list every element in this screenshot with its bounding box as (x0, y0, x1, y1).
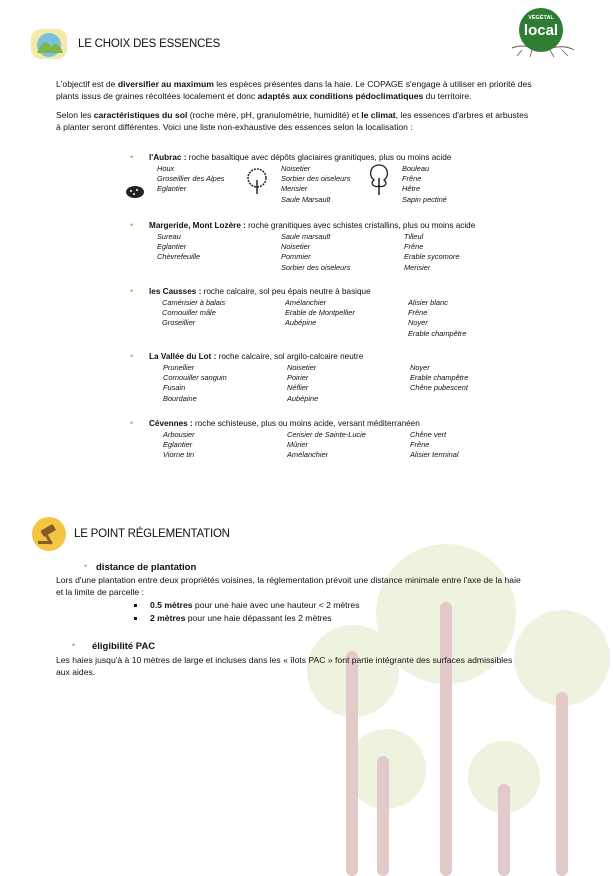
species-name: Groseillier (162, 318, 196, 328)
region-description: roche granitiques avec schistes cristallins, plus ou moins acide (245, 221, 476, 230)
square-bullet (134, 604, 137, 607)
distance-item-2: 2 mètres pour une haie dépassant les 2 mètres (150, 613, 332, 623)
species-name: Bouleau (402, 164, 430, 173)
pac-paragraph: Les haies jusqu'à à 10 mètres de large et incluses dans les « îlots PAC » font partie intégrante des surfaces admissibles aux aides. (56, 655, 513, 677)
species-name: Fusain (163, 383, 186, 393)
species-name: Sorbier des oiseleurs (281, 174, 351, 184)
species-name: Cerisier de Sainte-Lucie (287, 430, 366, 439)
tree-icon (366, 162, 392, 196)
intro-paragraph-2: Selon les caractéristiques du sol (roche mère, pH, granulométrie, humidité) et le climat, les essences d'arbres et arbustes à planter seront différentes. Voici une liste non-exhaustive des essences selon la localisation : (56, 110, 529, 132)
region-heading (149, 153, 451, 162)
region-description: roche basaltique avec dépôts glaciaires granitiques, plus ou moins acide (186, 153, 452, 162)
species-name: Frêne (404, 242, 424, 252)
species-name: Sapin pectiné (402, 194, 447, 204)
region-name: Cévennes : (149, 419, 193, 428)
logo-main-text: local (523, 22, 559, 39)
species-name: Frêne (410, 440, 430, 450)
region-heading (149, 287, 371, 296)
bullet-dot: • (130, 220, 134, 230)
species-name: Erable sycomore (404, 252, 460, 262)
species-name: Erable champêtre (410, 373, 469, 383)
section-title-essences: LE CHOIX DES ESSENCES (78, 38, 221, 50)
section-title-reglementation: LE POINT RÉGLEMENTATION (74, 528, 230, 540)
species-name: Saule marsault (281, 232, 331, 241)
species-name: Néflier (287, 383, 309, 393)
bullet-dot: • (130, 418, 134, 428)
species-name: Noisetier (281, 164, 311, 173)
bullet-dot: • (72, 640, 76, 650)
bullet-dot: • (130, 351, 134, 361)
square-bullet (134, 617, 137, 620)
species-name: Amélanchier (285, 298, 327, 307)
species-name: Mûrier (287, 440, 308, 450)
species-name: Saule Marsault (281, 194, 331, 204)
landscape-icon (31, 29, 67, 59)
species-name: Sorbier des oiseleurs (281, 262, 351, 272)
bullet-dot: • (84, 561, 88, 571)
species-name: Houx (157, 164, 175, 173)
species-name: Sureau (157, 232, 181, 241)
species-name: Tilleul (404, 232, 424, 241)
species-name: Amélanchier (287, 450, 329, 460)
distance-paragraph: Lors d'une plantation entre deux propriétés voisines, la réglementation prévoit une distance minimale entre l'axe de la haie et la limite de parcelle : (56, 575, 521, 597)
species-name: Bourdaine (163, 393, 197, 403)
species-name: Noyer (410, 363, 430, 372)
species-name: Hêtre (402, 184, 421, 194)
species-name: Noisetier (281, 242, 311, 252)
species-name: Frêne (408, 308, 428, 318)
region-name: Margeride, Mont Lozère : (149, 221, 246, 230)
subheading-distance: distance de plantation (96, 562, 197, 573)
vegetal-local-logo (502, 6, 580, 58)
region-heading (149, 221, 475, 230)
region-heading (149, 352, 363, 361)
logo-top-text: VÉGÉTAL (528, 15, 554, 21)
species-name: Noyer (408, 318, 428, 328)
region-description: roche schisteuse, plus ou moins acide, versant méditerranéen (192, 419, 420, 428)
species-name: Eglantier (157, 184, 187, 194)
region-heading (149, 419, 420, 428)
species-name: Cornouiller mâle (162, 308, 216, 318)
species-name: Chèvrefeuille (157, 252, 201, 262)
species-name: Cornouiller sanguin (163, 373, 227, 383)
bush-tree-icon (246, 168, 268, 196)
species-name: Pommier (281, 252, 311, 262)
background-trees-illustration (260, 520, 613, 876)
species-name: Noisetier (287, 363, 317, 372)
region-name: les Causses : (149, 287, 202, 296)
region-description: roche calcaire, sol peu épais neutre à basique (201, 287, 371, 296)
species-name: Prunellier (163, 363, 195, 372)
species-name: Frêne (402, 174, 422, 184)
species-name: Poirier (287, 373, 309, 383)
species-name: Arbousier (163, 430, 195, 439)
species-name: Eglantier (157, 242, 187, 252)
species-name: Erable champêtre (408, 328, 467, 338)
species-name: Aubépine (285, 318, 317, 328)
species-name: Chêne pubescent (410, 383, 468, 393)
species-name: Alisier terminal (410, 450, 459, 460)
region-description: roche calcaire, sol argilo-calcaire neutre (216, 352, 364, 361)
species-name: Eglantier (163, 440, 193, 450)
bullet-dot: • (130, 286, 134, 296)
region-name: l'Aubrac : (149, 153, 187, 162)
intro-paragraph-1: L'objectif est de diversifier au maximum les espèces présentes dans la haie. Le COPAGE s'engage à utiliser en priorité des plants issus de graines récoltées localement et donc adaptés aux conditions pédoclimatiques du territoire. (56, 79, 532, 101)
bullet-dot: • (130, 152, 134, 162)
gavel-icon (32, 517, 66, 551)
distance-item-1: 0.5 mètres pour une haie avec une hauteur < 2 mètres (150, 600, 360, 610)
species-name: Camérisier à balais (162, 298, 226, 307)
species-name: Merisier (281, 184, 308, 194)
subheading-pac: éligibilité PAC (92, 641, 156, 652)
region-name: La Vallée du Lot : (149, 352, 217, 361)
species-name: Merisier (404, 262, 431, 272)
species-name: Chêne vert (410, 430, 447, 439)
species-name: Alisier blanc (408, 298, 448, 307)
species-name: Groseillier des Alpes (157, 174, 225, 184)
species-name: Viorne tin (163, 450, 195, 460)
shrub-icon (125, 184, 145, 200)
species-name: Aubépine (287, 393, 319, 403)
species-name: Erable de Montpellier (285, 308, 355, 318)
